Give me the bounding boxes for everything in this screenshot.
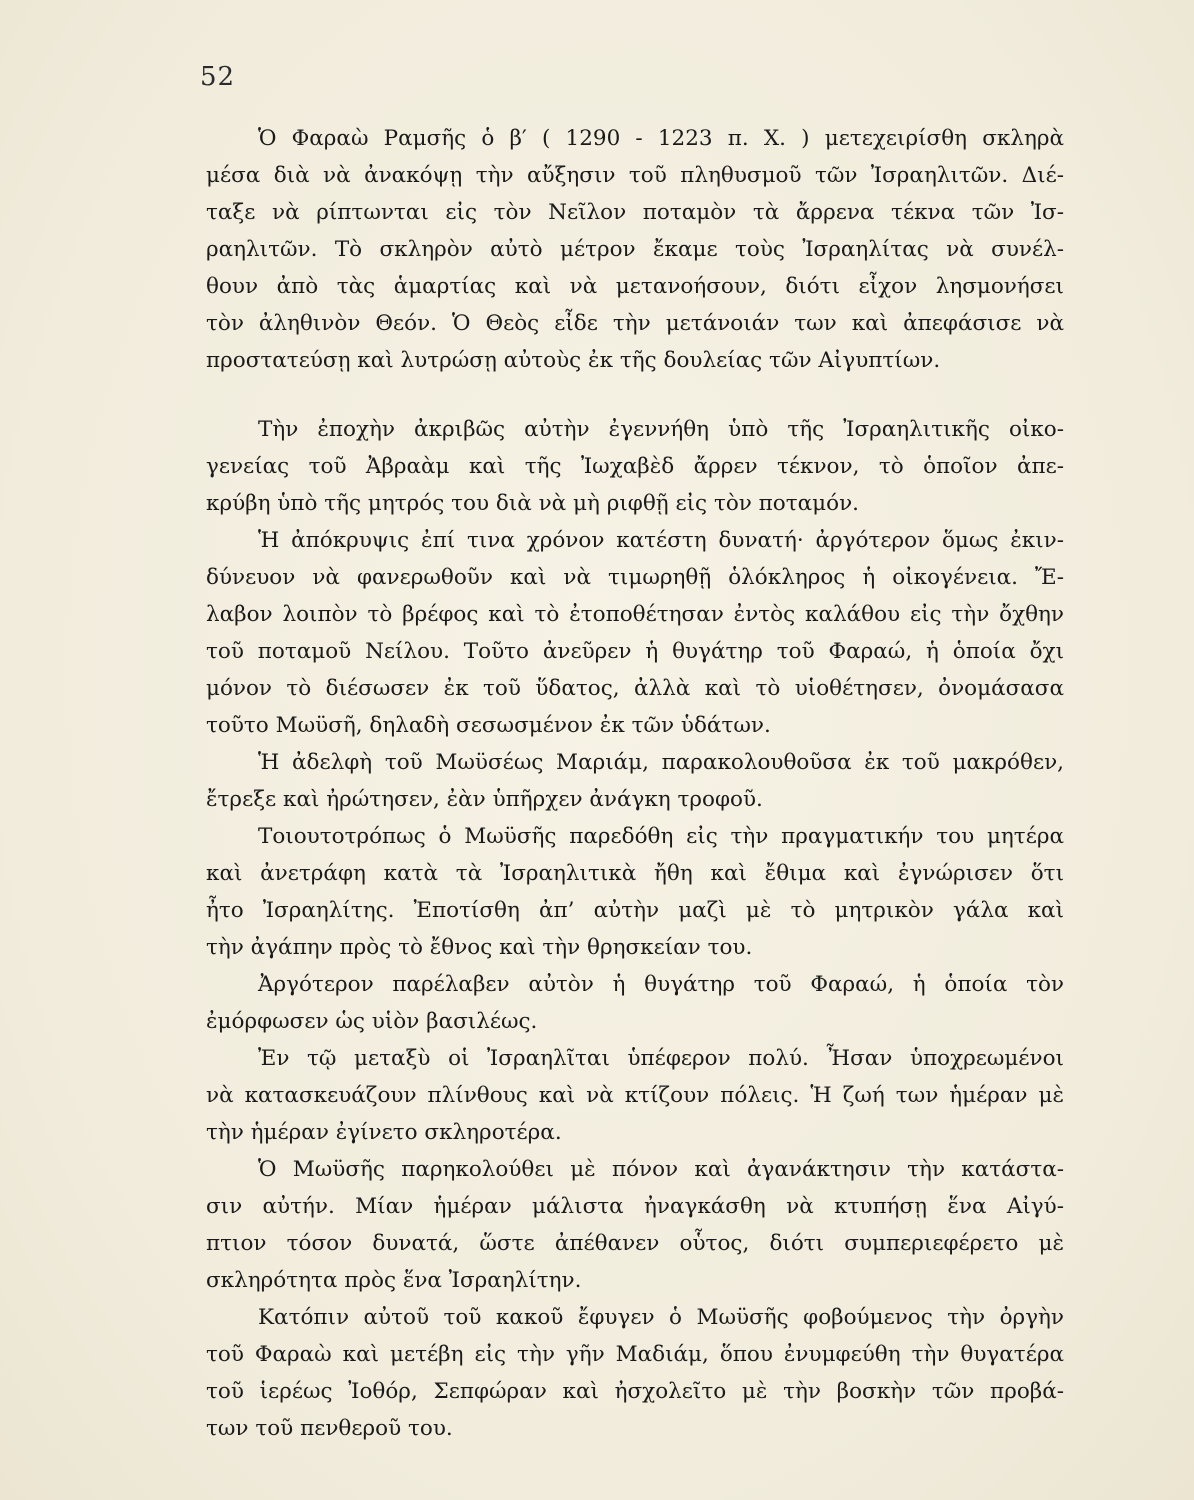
paragraph xyxy=(206,120,1064,379)
text-line: των τοῦ πενθεροῦ του. xyxy=(206,1416,453,1441)
text-line: λαβον λοιπὸν τὸ βρέφος καὶ τὸ ἐτοποθέτησαν ἐντὸς καλάθου εἰς τὴν ὄχθην xyxy=(206,602,1064,627)
text-line: ταξε νὰ ρίπτωνται εἰς τὸν Νεῖλον ποταμὸν τὰ ἄρρενα τέκνα τῶν Ἰσ- xyxy=(206,200,1064,225)
text-line: τὸν ἀληθινὸν Θεόν. Ὁ Θεὸς εἶδε τὴν μετάνοιάν των καὶ ἀπεφάσισε νὰ xyxy=(206,311,1064,336)
text-line: Ὁ Μωϋσῆς παρηκολούθει μὲ πόνον καὶ ἀγανάκτησιν τὴν κατάστα- xyxy=(258,1157,1064,1182)
text-line: τοῦ Φαραὼ καὶ μετέβη εἰς τὴν γῆν Μαδιάμ, ὅπου ἐνυμφεύθη τὴν θυγατέρα xyxy=(206,1342,1064,1367)
text-line: ραηλιτῶν. Τὸ σκληρὸν αὐτὸ μέτρον ἔκαμε τοὺς Ἰσραηλίτας νὰ συνέλ- xyxy=(206,237,1064,262)
text-line: τοῦ ποταμοῦ Νείλου. Τοῦτο ἀνεῦρεν ἡ θυγάτηρ τοῦ Φαραώ, ἡ ὁποία ὄχι xyxy=(206,639,1064,664)
text-line: Κατόπιν αὐτοῦ τοῦ κακοῦ ἔφυγεν ὁ Μωϋσῆς φοβούμενος τὴν ὀργὴν xyxy=(258,1305,1064,1330)
text-line: προστατεύσῃ καὶ λυτρώσῃ αὐτοὺς ἐκ τῆς δουλείας τῶν Αἰγυπτίων. xyxy=(206,348,941,373)
text-line: τοῦτο Μωϋσῆ, δηλαδὴ σεσωσμένον ἐκ τῶν ὑδάτων. xyxy=(206,713,771,738)
text-line: τὴν ἡμέραν ἐγίνετο σκληροτέρα. xyxy=(206,1120,562,1145)
paragraph xyxy=(206,744,1064,818)
paragraph xyxy=(206,522,1064,744)
text-line: πτιον τόσον δυνατά, ὥστε ἀπέθανεν οὗτος, διότι συμπεριεφέρετο μὲ xyxy=(206,1231,1064,1256)
text-line: καὶ ἀνετράφη κατὰ τὰ Ἰσραηλιτικὰ ἤθη καὶ ἔθιμα καὶ ἐγνώρισεν ὅτι xyxy=(206,861,1064,886)
text-line: νὰ κατασκευάζουν πλίνθους καὶ νὰ κτίζουν πόλεις. Ἡ ζωή των ἡμέραν μὲ xyxy=(206,1083,1064,1108)
text-line: γενείας τοῦ Ἀβραὰμ καὶ τῆς Ἰωχαβὲδ ἄρρεν τέκνον, τὸ ὁποῖον ἀπε- xyxy=(206,454,1064,479)
text-line: σιν αὐτήν. Μίαν ἡμέραν μάλιστα ἠναγκάσθη νὰ κτυπήσῃ ἕνα Αἰγύ- xyxy=(206,1194,1064,1219)
text-line: ἦτο Ἰσραηλίτης. Ἐποτίσθη ἀπ’ αὐτὴν μαζὶ μὲ τὸ μητρικὸν γάλα καὶ xyxy=(206,898,1064,923)
text-line: θουν ἀπὸ τὰς ἁμαρτίας καὶ νὰ μετανοήσουν, διότι εἶχον λησμονήσει xyxy=(206,274,1064,299)
text-line: ἐμόρφωσεν ὡς υἱὸν βασιλέως. xyxy=(206,1009,538,1034)
text-line: μόνον τὸ διέσωσεν ἐκ τοῦ ὕδατος, ἀλλὰ καὶ τὸ υἱοθέτησεν, ὀνομάσασα xyxy=(206,676,1064,701)
paragraph xyxy=(206,411,1064,522)
paragraph xyxy=(206,818,1064,966)
text-line: κρύβη ὑπὸ τῆς μητρός του διὰ νὰ μὴ ριφθῇ εἰς τὸν ποταμόν. xyxy=(206,491,859,516)
body-text xyxy=(206,120,1064,1447)
paragraph xyxy=(206,1151,1064,1299)
text-line: δύνευον νὰ φανερωθοῦν καὶ νὰ τιμωρηθῇ ὁλόκληρος ἡ οἰκογένεια. Ἔ- xyxy=(206,565,1064,590)
paragraph xyxy=(206,966,1064,1040)
paragraph xyxy=(206,1299,1064,1447)
paragraph xyxy=(206,1040,1064,1151)
text-line: Ὁ Φαραὼ Ραμσῆς ὁ β′ ( 1290 - 1223 π. Χ. ) μετεχειρίσθη σκληρὰ xyxy=(258,126,1064,151)
text-line: μέσα διὰ νὰ ἀνακόψῃ τὴν αὔξησιν τοῦ πληθυσμοῦ τῶν Ἰσραηλιτῶν. Διέ- xyxy=(206,163,1064,188)
text-line: Ἡ ἀδελφὴ τοῦ Μωϋσέως Μαριάμ, παρακολουθοῦσα ἐκ τοῦ μακρόθεν, xyxy=(258,750,1064,775)
text-line: σκληρότητα πρὸς ἕνα Ἰσραηλίτην. xyxy=(206,1268,582,1293)
text-line: Ἡ ἀπόκρυψις ἐπί τινα χρόνον κατέστη δυνατή· ἀργότερον ὅμως ἐκιν- xyxy=(258,528,1064,553)
page-number: 52 xyxy=(200,62,236,92)
text-line: ἔτρεξε καὶ ἠρώτησεν, ἐὰν ὑπῆρχεν ἀνάγκη τροφοῦ. xyxy=(206,787,763,812)
text-line: Ἀργότερον παρέλαβεν αὐτὸν ἡ θυγάτηρ τοῦ Φαραώ, ἡ ὁποία τὸν xyxy=(258,972,1064,997)
text-line: Ἐν τῷ μεταξὺ οἱ Ἰσραηλῖται ὑπέφερον πολύ. Ἦσαν ὑποχρεωμένοι xyxy=(258,1046,1064,1071)
paragraph-gap xyxy=(206,379,1064,411)
text-line: Τὴν ἐποχὴν ἀκριβῶς αὐτὴν ἐγεννήθη ὑπὸ τῆς Ἰσραηλιτικῆς οἰκο- xyxy=(258,417,1064,442)
text-line: Τοιουτοτρόπως ὁ Μωϋσῆς παρεδόθη εἰς τὴν πραγματικήν του μητέρα xyxy=(258,824,1064,849)
text-line: τὴν ἀγάπην πρὸς τὸ ἔθνος καὶ τὴν θρησκείαν του. xyxy=(206,935,753,960)
text-line: τοῦ ἱερέως Ἰοθόρ, Σεπφώραν καὶ ἠσχολεῖτο μὲ τὴν βοσκὴν τῶν προβά- xyxy=(206,1379,1064,1404)
